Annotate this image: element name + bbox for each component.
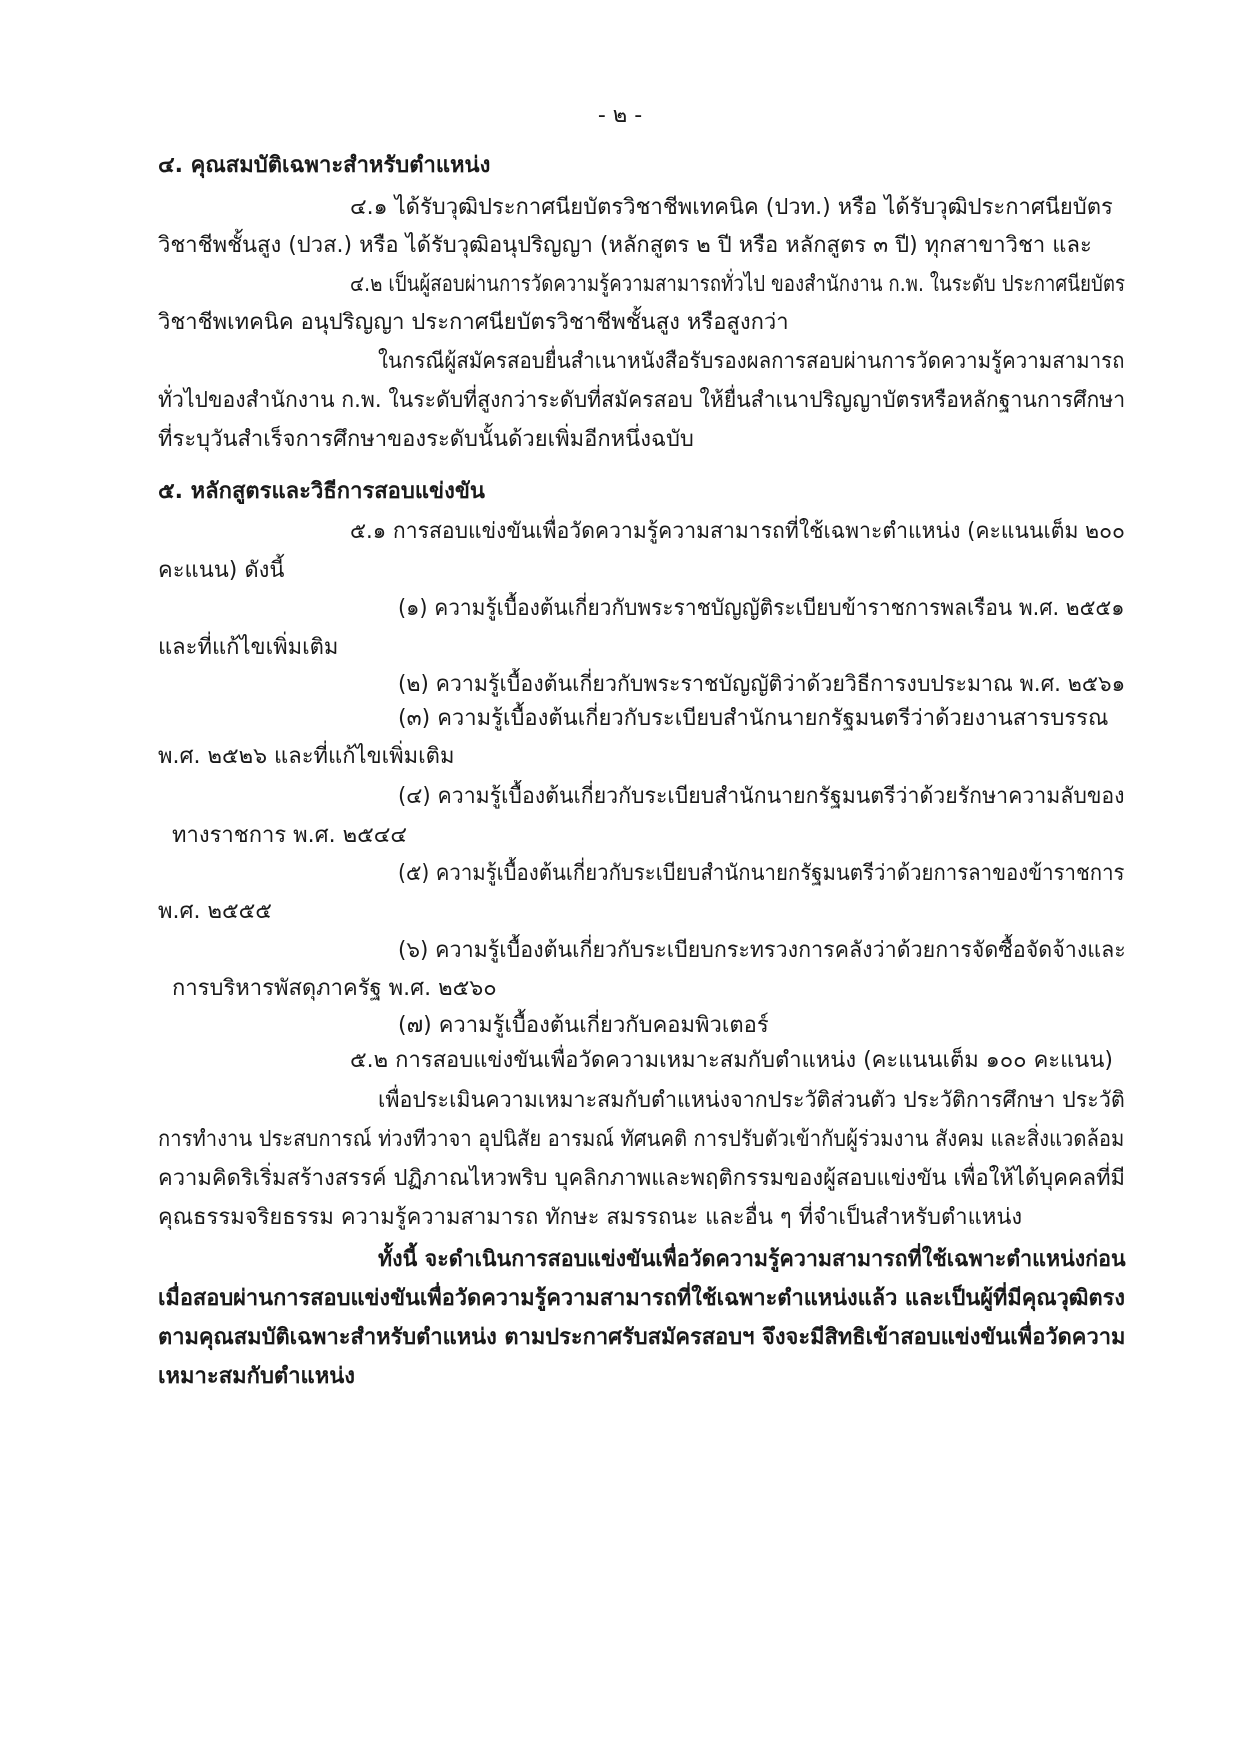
final-para-line1: ทั้งนี้ จะดำเนินการสอบแข่งขันเพื่อวัดความรู้ความสามารถที่ใช้เฉพาะตำแหน่งก่อน [378, 1247, 1126, 1272]
item-3-line2: พ.ศ. ๒๕๒๖ และที่แก้ไขเพิ่มเติม [158, 744, 455, 769]
note-line1: ในกรณีผู้สมัครสอบยื่นสำเนาหนังสือรับรองผลการสอบผ่านการวัดความรู้ความสามารถ [378, 349, 1125, 374]
item-5-line2: พ.ศ. ๒๕๕๕ [158, 899, 272, 924]
final-para-line3: ตามคุณสมบัติเฉพาะสำหรับตำแหน่ง ตามประกาศรับสมัครสอบฯ จึงจะมีสิทธิเข้าสอบแข่งขันเพื่อวัดความ [158, 1325, 1126, 1350]
para-5-2-desc-line2: การทำงาน ประสบการณ์ ท่วงทีวาจา อุปนิสัย อารมณ์ ทัศนคติ การปรับตัวเข้ากับผู้ร่วมงาน สังคม และสิ่งแวดล้อม [158, 1127, 1125, 1152]
item-1-line2: และที่แก้ไขเพิ่มเติม [158, 635, 339, 660]
item-1-line1: (๑) ความรู้เบื้องต้นเกี่ยวกับพระราชบัญญัติระเบียบข้าราชการพลเรือน พ.ศ. ๒๕๕๑ [398, 596, 1125, 621]
para-5-1-line2: คะแนน) ดังนี้ [158, 558, 285, 583]
item-3-line1: (๓) ความรู้เบื้องต้นเกี่ยวกับระเบียบสำนักนายกรัฐมนตรีว่าด้วยงานสารบรรณ [398, 706, 1109, 731]
para-5-2-desc-line3: ความคิดริเริ่มสร้างสรรค์ ปฏิภาณไหวพริบ บุคลิกภาพและพฤติกรรมของผู้สอบแข่งขัน เพื่อให้ได้บุคคลที่มี [158, 1166, 1126, 1191]
note-line2: ทั่วไปของสำนักงาน ก.พ. ในระดับที่สูงกว่าระดับที่สมัครสอบ ให้ยื่นสำเนาปริญญาบัตรหรือหลักฐานการศึกษา [158, 388, 1126, 413]
item-4-line2: ทางราชการ พ.ศ. ๒๕๔๔ [172, 823, 408, 848]
para-4-1-line1: ๔.๑ ได้รับวุฒิประกาศนียบัตรวิชาชีพเทคนิค (ปวท.) หรือ ได้รับวุฒิประกาศนียบัตร [350, 195, 1113, 220]
section4-heading: ๔. คุณสมบัติเฉพาะสำหรับตำแหน่ง [158, 153, 491, 178]
para-5-1-line1: ๕.๑ การสอบแข่งขันเพื่อวัดความรู้ความสามารถที่ใช้เฉพาะตำแหน่ง (คะแนนเต็ม ๒๐๐ [350, 519, 1125, 544]
item-7-line1: (๗) ความรู้เบื้องต้นเกี่ยวกับคอมพิวเตอร์ [398, 1013, 769, 1038]
para-4-2-line1: ๔.๒ เป็นผู้สอบผ่านการวัดความรู้ความสามารถทั่วไป ของสำนักงาน ก.พ. ในระดับ ประกาศนียบัตร [350, 272, 1126, 297]
para-5-2-desc-line1: เพื่อประเมินความเหมาะสมกับตำแหน่งจากประวัติส่วนตัว ประวัติการศึกษา ประวัติ [378, 1088, 1125, 1113]
item-6-line1: (๖) ความรู้เบื้องต้นเกี่ยวกับระเบียบกระทรวงการคลังว่าด้วยการจัดซื้อจัดจ้างและ [398, 938, 1126, 963]
final-para-line2: เมื่อสอบผ่านการสอบแข่งขันเพื่อวัดความรู้ความสามารถที่ใช้เฉพาะตำแหน่งแล้ว และเป็นผู้ที่มีคุณวุฒิตรง [158, 1286, 1126, 1311]
para-4-1-line2: วิชาชีพชั้นสูง (ปวส.) หรือ ได้รับวุฒิอนุปริญญา (หลักสูตร ๒ ปี หรือ หลักสูตร ๓ ปี) ทุกสาขาวิชา และ [158, 233, 1092, 258]
final-para-line4: เหมาะสมกับตำแหน่ง [158, 1364, 356, 1389]
item-6-line2: การบริหารพัสดุภาครัฐ พ.ศ. ๒๕๖๐ [172, 976, 497, 1001]
item-2-line1: (๒) ความรู้เบื้องต้นเกี่ยวกับพระราชบัญญัติว่าด้วยวิธีการงบประมาณ พ.ศ. ๒๕๖๑ [398, 672, 1126, 697]
item-4-line1: (๔) ความรู้เบื้องต้นเกี่ยวกับระเบียบสำนักนายกรัฐมนตรีว่าด้วยรักษาความลับของ [398, 784, 1125, 809]
item-5-line1: (๕) ความรู้เบื้องต้นเกี่ยวกับระเบียบสำนักนายกรัฐมนตรีว่าด้วยการลาของข้าราชการ [398, 861, 1125, 886]
page-number: - ๒ - [597, 103, 643, 128]
note-line3: ที่ระบุวันสำเร็จการศึกษาของระดับนั้นด้วยเพิ่มอีกหนึ่งฉบับ [158, 427, 694, 452]
section5-heading: ๕. หลักสูตรและวิธีการสอบแข่งขัน [158, 479, 485, 504]
para-5-2-desc-line4: คุณธรรมจริยธรรม ความรู้ความสามารถ ทักษะ สมรรถนะ และอื่น ๆ ที่จำเป็นสำหรับตำแหน่ง [158, 1205, 1023, 1230]
para-5-2-line1: ๕.๒ การสอบแข่งขันเพื่อวัดความเหมาะสมกับตำแหน่ง (คะแนนเต็ม ๑๐๐ คะแนน) [350, 1048, 1113, 1073]
para-4-2-line2: วิชาชีพเทคนิค อนุปริญญา ประกาศนียบัตรวิชาชีพชั้นสูง หรือสูงกว่า [158, 310, 789, 335]
